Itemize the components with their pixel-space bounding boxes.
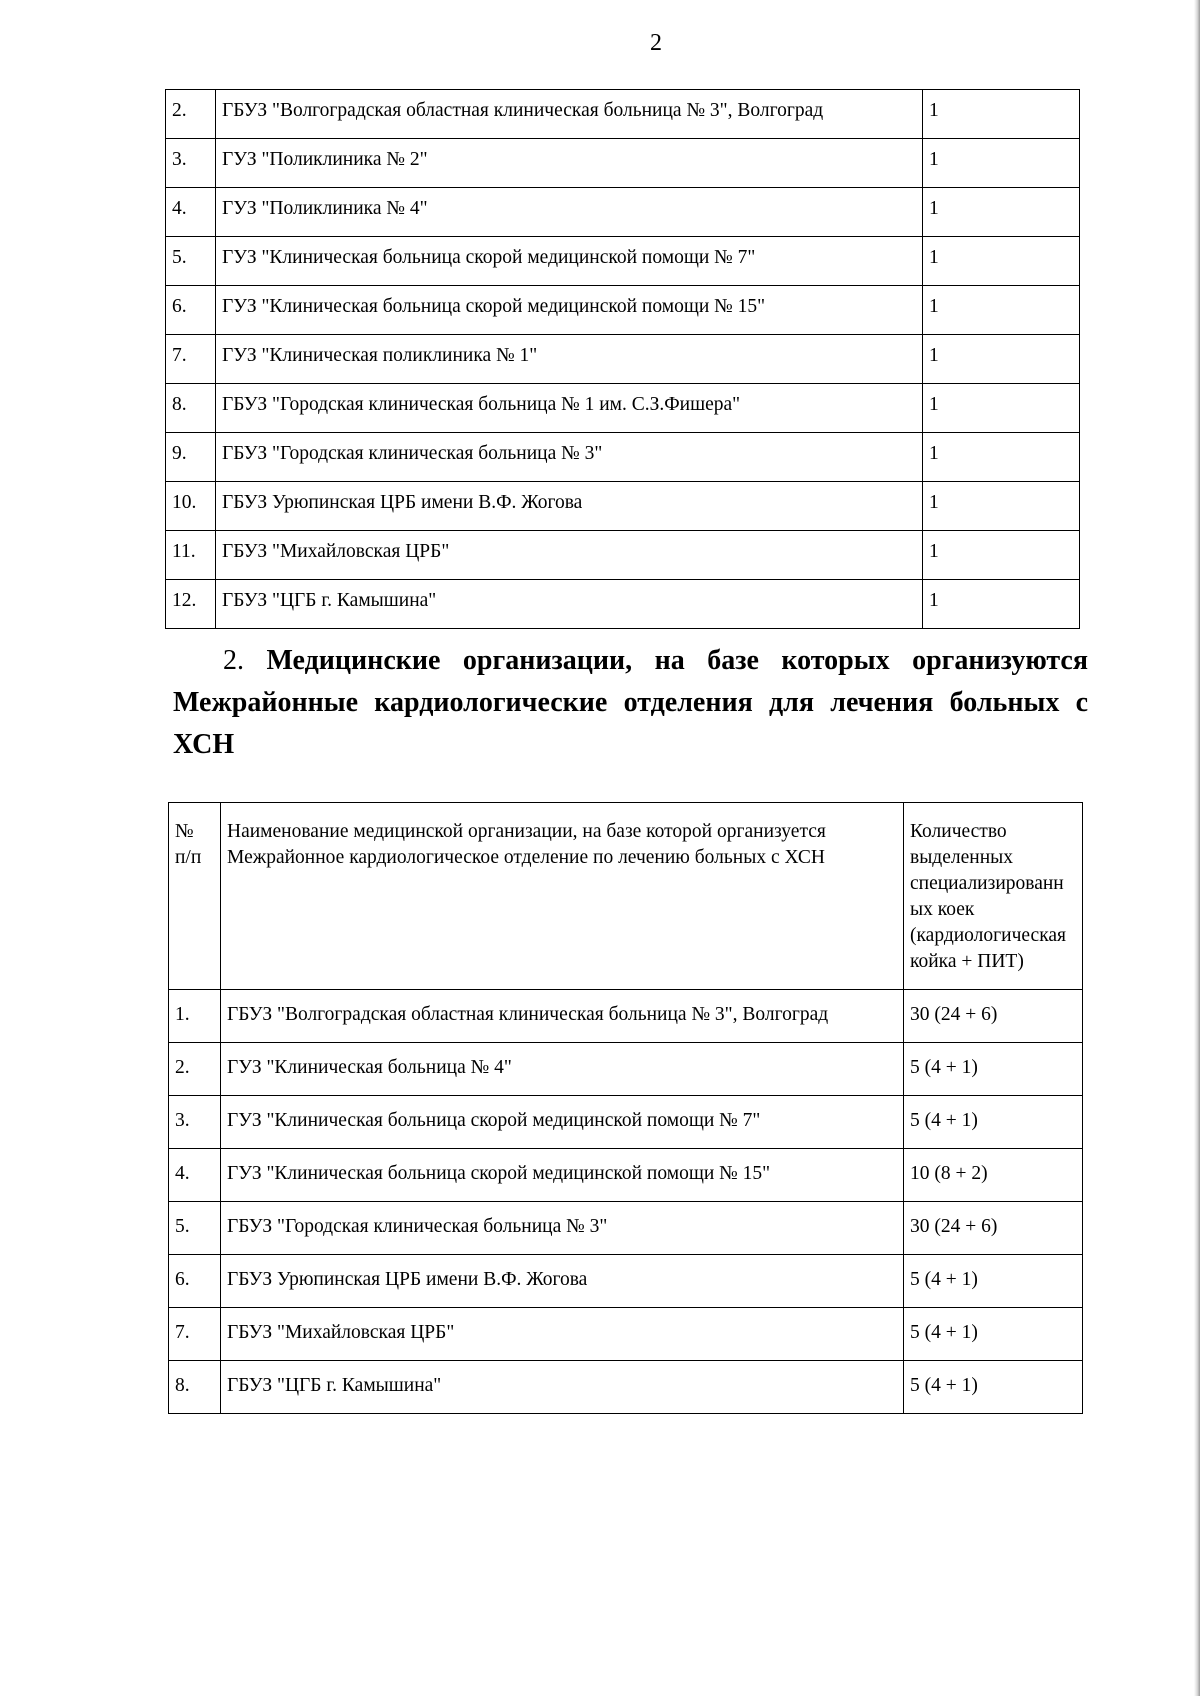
row-number: 12.	[166, 580, 216, 629]
table-row	[166, 286, 1080, 335]
table-row	[169, 1255, 1083, 1308]
organization-name: ГБУЗ "Михайловская ЦРБ"	[216, 531, 923, 580]
table-row	[166, 433, 1080, 482]
bed-count: 1	[923, 384, 1080, 433]
organization-name: ГБУЗ "Городская клиническая больница № 3"	[216, 433, 923, 482]
row-number: 11.	[166, 531, 216, 580]
row-number: 4.	[169, 1149, 221, 1202]
organization-name: ГУЗ "Поликлиника № 4"	[216, 188, 923, 237]
row-number: 2.	[169, 1043, 221, 1096]
row-number: 2.	[166, 90, 216, 139]
header-number: № п/п	[169, 803, 221, 990]
table-row	[169, 1361, 1083, 1414]
table-row	[169, 1043, 1083, 1096]
bed-count: 5 (4 + 1)	[904, 1255, 1083, 1308]
organization-name: ГБУЗ "Городская клиническая больница № 1 им. С.З.Фишера"	[216, 384, 923, 433]
bed-count: 1	[923, 139, 1080, 188]
table-row	[166, 90, 1080, 139]
header-bed-count: Количество выделенных специализированн ых коек (кардиологическая койка + ПИТ)	[904, 803, 1083, 990]
header-organization: Наименование медицинской организации, на базе которой организуется Межрайонное кардиологическое отделение по лечению больных с ХСН	[221, 803, 904, 990]
row-number: 3.	[166, 139, 216, 188]
row-number: 4.	[166, 188, 216, 237]
bed-count: 10 (8 + 2)	[904, 1149, 1083, 1202]
row-number: 1.	[169, 990, 221, 1043]
table-row	[166, 482, 1080, 531]
bed-count: 30 (24 + 6)	[904, 990, 1083, 1043]
page-number: 2	[650, 30, 662, 56]
table-row	[169, 1149, 1083, 1202]
row-number: 6.	[166, 286, 216, 335]
table-row	[169, 1202, 1083, 1255]
row-number: 7.	[166, 335, 216, 384]
organization-name: ГУЗ "Клиническая больница скорой медицинской помощи № 7"	[221, 1096, 904, 1149]
bed-count: 1	[923, 433, 1080, 482]
section-number: 2.	[223, 645, 244, 676]
organization-name: ГУЗ "Клиническая больница скорой медицинской помощи № 7"	[216, 237, 923, 286]
bed-count: 1	[923, 531, 1080, 580]
table-row	[166, 139, 1080, 188]
row-number: 8.	[169, 1361, 221, 1414]
row-number: 9.	[166, 433, 216, 482]
table-row	[169, 1308, 1083, 1361]
table-header-row	[169, 803, 1083, 990]
bed-count: 1	[923, 90, 1080, 139]
table-bed-allocation-continued	[165, 89, 1080, 629]
bed-count: 5 (4 + 1)	[904, 1308, 1083, 1361]
organization-name: ГБУЗ "Волгоградская областная клиническая больница № 3", Волгоград	[221, 990, 904, 1043]
row-number: 10.	[166, 482, 216, 531]
bed-count: 1	[923, 188, 1080, 237]
organization-name: ГУЗ "Клиническая поликлиника № 1"	[216, 335, 923, 384]
table-row	[166, 188, 1080, 237]
row-number: 8.	[166, 384, 216, 433]
organization-name: ГБУЗ "ЦГБ г. Камышина"	[221, 1361, 904, 1414]
row-number: 5.	[169, 1202, 221, 1255]
organization-name: ГУЗ "Поликлиника № 2"	[216, 139, 923, 188]
organization-name: ГУЗ "Клиническая больница скорой медицинской помощи № 15"	[216, 286, 923, 335]
organization-name: ГБУЗ "Михайловская ЦРБ"	[221, 1308, 904, 1361]
bed-count: 1	[923, 482, 1080, 531]
table-row	[166, 531, 1080, 580]
organization-name: ГБУЗ "Городская клиническая больница № 3"	[221, 1202, 904, 1255]
bed-count: 5 (4 + 1)	[904, 1043, 1083, 1096]
bed-count: 1	[923, 286, 1080, 335]
table-row	[166, 580, 1080, 629]
table-row	[166, 335, 1080, 384]
bed-count: 1	[923, 237, 1080, 286]
bed-count: 1	[923, 580, 1080, 629]
organization-name: ГБУЗ Урюпинская ЦРБ имени В.Ф. Жогова	[216, 482, 923, 531]
bed-count: 5 (4 + 1)	[904, 1096, 1083, 1149]
row-number: 6.	[169, 1255, 221, 1308]
section-heading	[173, 640, 1088, 766]
row-number: 7.	[169, 1308, 221, 1361]
section-title: Медицинские организации, на базе которых организуются Межрайонные кардиологические отделения для лечения больных с ХСН	[173, 645, 1089, 760]
organization-name: ГБУЗ Урюпинская ЦРБ имени В.Ф. Жогова	[221, 1255, 904, 1308]
page-edge-scan-shadow	[1194, 0, 1200, 1696]
organization-name: ГБУЗ "ЦГБ г. Камышина"	[216, 580, 923, 629]
table-row	[169, 990, 1083, 1043]
organization-name: ГУЗ "Клиническая больница скорой медицинской помощи № 15"	[221, 1149, 904, 1202]
bed-count: 5 (4 + 1)	[904, 1361, 1083, 1414]
bed-count: 1	[923, 335, 1080, 384]
table-interdistrict-cardiology	[168, 802, 1083, 1414]
table-row	[166, 237, 1080, 286]
organization-name: ГБУЗ "Волгоградская областная клиническая больница № 3", Волгоград	[216, 90, 923, 139]
row-number: 5.	[166, 237, 216, 286]
table-row	[169, 1096, 1083, 1149]
bed-count: 30 (24 + 6)	[904, 1202, 1083, 1255]
organization-name: ГУЗ "Клиническая больница № 4"	[221, 1043, 904, 1096]
table-row	[166, 384, 1080, 433]
row-number: 3.	[169, 1096, 221, 1149]
